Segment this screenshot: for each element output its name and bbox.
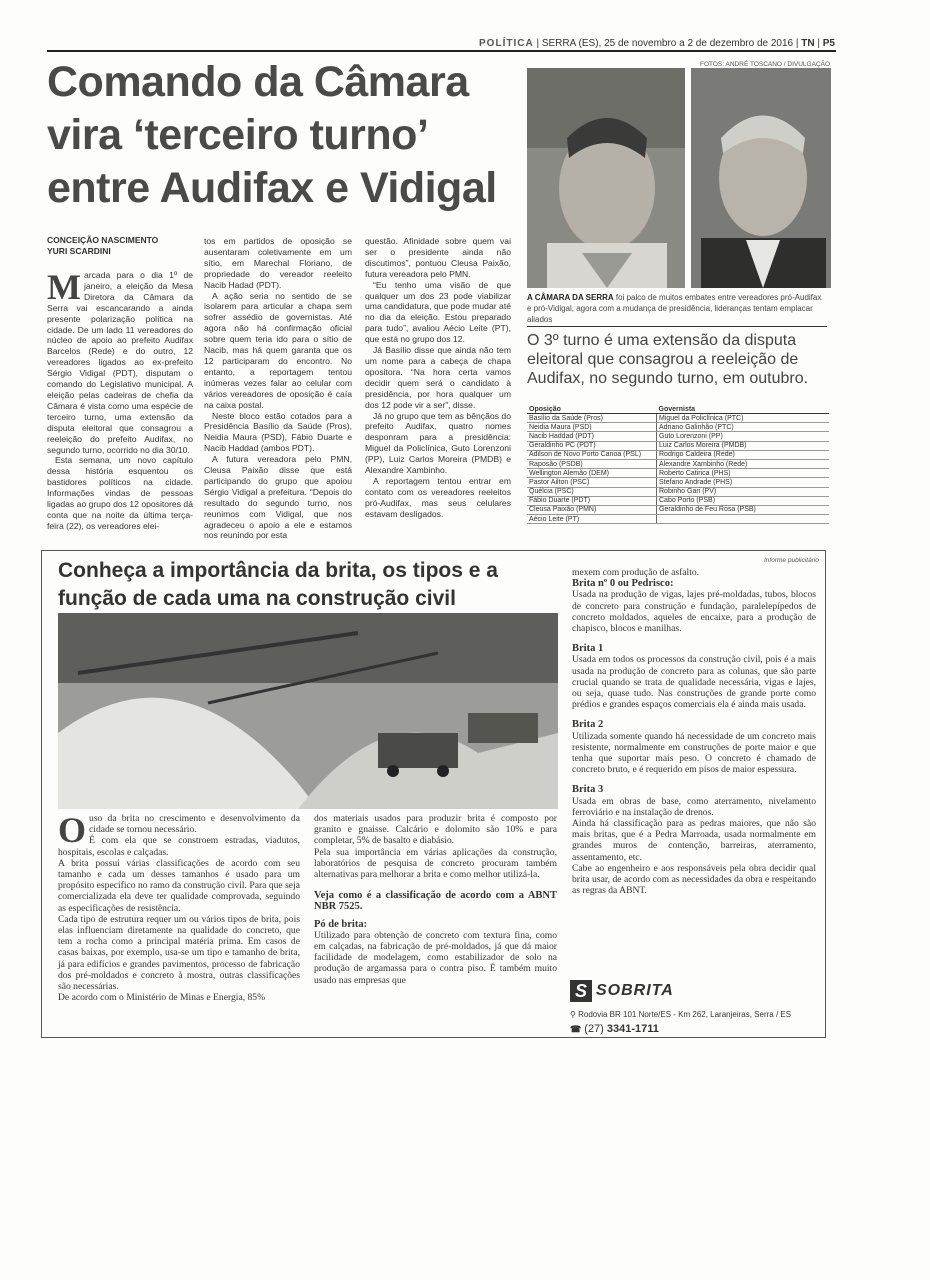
- paragraph: De acordo com o Ministério de Minas e Energia, 85%: [58, 992, 266, 1004]
- ad-column-1: [58, 810, 300, 1004]
- table-cell: Luiz Carlos Moreira (PMDB): [657, 441, 830, 450]
- paragraph: Ainda há classificação para as pedras maiores, que não são mais britas, que é a Pedra Marroada, usada normalmente em grandes muros de contenção, barreiras, aterramento, assentamento, etc.: [572, 818, 816, 863]
- table-row: [527, 496, 829, 505]
- paragraph: Já no grupo que tem as bênçãos do prefeito Audifax, quatro nomes desponram para a presidência: Miguel da Policlínica, Guto Lorenzoni (PP), Luiz Carlos Moreira (PMDB) e Alexandre Xambinho.: [365, 410, 511, 476]
- table-row: [527, 515, 829, 524]
- sobrita-name: SOBRITA: [596, 982, 674, 999]
- caption-lead: A CÂMARA DA SERRA: [527, 293, 614, 302]
- table-cell: Alexandre Xambinho (Rede): [657, 459, 830, 468]
- page-number: P5: [822, 38, 835, 49]
- sobrita-phone: [570, 1023, 659, 1035]
- photo-caption: [527, 292, 827, 325]
- table-cell: Raposão (PSDB): [527, 459, 657, 468]
- table-row: [527, 432, 829, 441]
- subheading: Veja como é a classificação de acordo com a ABNT NBR 7525.: [314, 890, 557, 913]
- phone-area: (27): [584, 1023, 604, 1035]
- pull-quote: O 3º turno é uma extensão da disputa eleitoral que consagrou a reeleição de Audifax, no segundo turno, em outubro.: [527, 332, 809, 387]
- ad-title: Conheça a importância da brita, os tipos e a função de cada uma na construção civil: [58, 559, 498, 610]
- table-cell: Pastor Ailton (PSC): [527, 478, 657, 487]
- table-row: [527, 487, 829, 496]
- table-row: [527, 469, 829, 478]
- table-cell: [657, 515, 830, 524]
- table-header-cell: Governista: [657, 405, 830, 414]
- paragraph: A futura vereadora pelo PMN, Cleusa Paixão disse que está participando do grupo que apoiou Sérgio Vidigal a prefeitura. “Depois do resultado do segundo turno, nos reunimos com Vidigal, que nos agradeceu o apoio a ele e estamos nos reunindo por esta: [204, 454, 352, 541]
- page-header: POLÍTICA | SERRA (ES), 25 de novembro a 2 de dezembro de 2016 | TN | P5: [479, 38, 835, 49]
- table-row: [527, 414, 829, 423]
- article-headline: Comando da Câmara vira ‘terceiro turno’ entre Audifax e Vidigal: [47, 58, 497, 212]
- table-cell: Rodrigo Caldeira (Rede): [657, 450, 830, 459]
- drop-cap: M: [47, 267, 81, 307]
- subheading: Brita nº 0 ou Pedrisco:: [572, 578, 674, 590]
- table-cell: Adilson de Novo Porto Canoa (PSL): [527, 450, 657, 459]
- photo-politician-left: [527, 68, 685, 288]
- byline-author-2: YURI SCARDINI: [47, 246, 111, 256]
- article-column-2: [204, 236, 352, 541]
- address-text: Rodovia BR 101 Norte/ES - Km 262, Laranjeiras, Serra / ES: [578, 1010, 792, 1019]
- paragraph: mexem com produção de asfalto.: [572, 567, 700, 578]
- paragraph: A ação seria no sentido de se isolarem para articular a chapa sem sofrer assédio de governistas. Até agora não há confirmação oficial sobre quem teria ido para o sítio de Nacib, mas há quem garanta que os 12 participaram do encontro. No entanto, a reportagem tentou inúmeras vezes falar ao celular com vários vereadores de oposição é caía na caixa postal.: [204, 290, 352, 410]
- paragraph: Pela sua importância em várias aplicações da construção, laboratórios de pesquisa de concreto procuram também alternativas para melhorar a brita e como melhor utilizá-la.: [314, 846, 557, 881]
- sobrita-logo: [570, 980, 674, 1002]
- paragraph: Já Basílio disse que ainda não tem um nome para a cabeça de chapa opositora. “Na hora certa vamos decidir quem será o candidato à presidência, por hora qualquer um dos 12 pode vir a ser”, disse.: [365, 345, 511, 410]
- paragraph: dos materiais usados para produzir brita é composto por granito e gnaisse. Calcário e dolomito são 10% e para completar, 5% de basalto e diabásio.: [314, 813, 557, 847]
- paragraph: Cada tipo de estrutura requer um ou vários tipos de brita, pois elas influenciam diretamente na qualidade do concreto, que tem a rocha como a principal matéria prima. Em casos de casas baixas, por exemplo, usa-se um tipo e tamanho de brita, já para edifícios e grandes pavimentos, processo de fabricação dos pré-moldados e concreto à mostra, outras classificações são necessárias.: [58, 913, 300, 993]
- table-cell: Basílio da Saúde (Pros): [527, 414, 657, 423]
- sobrita-address: [570, 1010, 791, 1019]
- header-rule: [47, 50, 836, 52]
- paragraph: Utilizado para obtenção de concreto com textura fina, como em calçadas, na fabricação de pré-moldados, já que dá maior facilidade de modelagem, como estabilizador de solo na produção de argamassa para o contra piso. É também muito usado nas empresas que: [314, 929, 557, 986]
- paragraph: É com ela que se constroem estradas, viadutos, hospitais, escolas e calçadas.: [58, 835, 300, 858]
- paper-name: TN: [801, 38, 815, 49]
- byline-author-1: CONCEIÇÃO NASCIMENTO: [47, 235, 159, 245]
- ad-column-2: [314, 813, 557, 986]
- article-column-3: [365, 236, 511, 520]
- table-cell: Fábio Duarte (PDT): [527, 496, 657, 505]
- byline: [47, 235, 158, 257]
- paragraph: Cabe ao engenheiro e aos responsáveis pela obra decidir qual brita usar, de acordo com as necessidades da obra e respeitando as regras da ABNT.: [572, 862, 816, 897]
- subheading: Brita 1: [572, 643, 604, 655]
- drop-cap: O: [58, 810, 87, 850]
- paragraph: Usada em todos os processos da construção civil, pois é a mais usada na produção de concreto para as colunas, que são parte crucial quando se trata de qualidade necessária, vigas e lajes, ou seja, quase tudo. Nas construções de grande porte como prédios e grandes espaços comerciais ela é ainda mais usada.: [572, 654, 816, 711]
- table-cell: Miguel da Policlínica (PTC): [657, 414, 830, 423]
- sobrita-s-icon: S: [570, 980, 592, 1002]
- paragraph: Neste bloco estão cotados para a Presidência Basílio da Saúde (Pros), Neidia Maura (PSD), Fábio Duarte e Nacib Haddad (ambos PDT).: [204, 410, 352, 454]
- subheading: Pó de brita:: [314, 918, 368, 930]
- table-cell: Cleusa Paixão (PMN): [527, 505, 657, 514]
- subheading: Brita 2: [572, 719, 604, 731]
- table-cell: Adriano Galinhão (PTC): [657, 423, 830, 432]
- paragraph: Utilizada somente quando há necessidade de um concreto mais resistente, normalmente em construções de porte maior e que tenha que suportar mais peso. O concreto é chamado de concreto bruto, e é requerido em pisos de maior espessura.: [572, 730, 816, 776]
- table-cell: Neidia Maura (PSD): [527, 423, 657, 432]
- table-cell: Quélcia (PSC): [527, 487, 657, 496]
- table-row: [527, 423, 829, 432]
- paragraph: questão. Afinidade sobre quem vai ser o presidente ainda não discutimos”, pontuou Cleusa Paixão, futura vereadora pelo PMN.: [365, 236, 511, 279]
- table-cell: Guto Lorenzoni (PP): [657, 432, 830, 441]
- location-date: SERRA (ES), 25 de novembro a 2 de dezembro de 2016: [541, 38, 794, 49]
- photo-credit: FOTOS: ANDRÉ TOSCANO / DIVULGAÇÃO: [700, 61, 831, 68]
- paragraph: “Eu tenho uma visão de que qualquer um dos 23 pode viabilizar uma candidatura, que pode mudar até no dia da eleição. Estou preparado para tudo”, avaliou Aécio Leite (PT), que está no grupo dos 12.: [365, 279, 511, 345]
- quarry-photo: [58, 613, 558, 809]
- table-cell: Stefano Andrade (PHS): [657, 478, 830, 487]
- article-column-1: [47, 267, 193, 532]
- location-pin-icon: ⚲: [570, 1010, 576, 1019]
- paragraph: A reportagem tentou entrar em contato com os vereadores reeleitos pró-Audifax, mas seus celulares estavam desligados.: [365, 475, 511, 519]
- table-cell: Geraldinho de Feu Rosa (PSB): [657, 505, 830, 514]
- caption-text: foi palco de muitos embates entre vereadores pró-Audifax e pró-Vidigal, agora com a mudança de presidência, lideranças tentam emplacar aliados: [527, 293, 822, 324]
- table-cell: Wellington Alemão (DEM): [527, 469, 657, 478]
- photo-politician-right: [691, 68, 831, 288]
- table-cell: Aécio Leite (PT): [527, 515, 657, 524]
- phone-icon: ☎: [570, 1024, 582, 1034]
- table-cell: Nacib Haddad (PDT): [527, 432, 657, 441]
- ad-column-3: [572, 567, 816, 896]
- table-cell: Robinho Gari (PV): [657, 487, 830, 496]
- ad-label: Informe publicitário: [764, 557, 819, 564]
- table-header-cell: Oposição: [527, 405, 657, 414]
- pull-quote-rule: [527, 326, 827, 327]
- paragraph: Usada na produção de vigas, lajes pré-moldadas, tubos, blocos de concreto para construção e fundação, paralelepípedos de concreto moldados, aqueles de encaixe, para a produção de chapisco, blocos e manilhas.: [572, 589, 816, 635]
- paragraph: uso da brita no crescimento e desenvolvimento da cidade se tornou necessário.: [89, 813, 300, 836]
- table-header-row: [527, 405, 829, 414]
- paragraph: A brita possui várias classificações de acordo com seu tamanho e cada um desses tamanhos é usado para um propósito específico no ramo da construção civil. Para que seja comercializada ela deve ter qualidade comprovada, seguindo as especificações de resistência.: [58, 857, 300, 914]
- phone-number: 3341-1711: [606, 1023, 659, 1035]
- table-row: [527, 505, 829, 514]
- paragraph: arcada para o dia 1º de janeiro, a eleição da Mesa Diretora da Câmara da Serra vai escancarando a ainda presente polarização política na cidade. De um lado 11 vereadores do núcleo de apoio ao prefeito Audifax Barcelos (Rede) e do outro, 12 vereadores ligados ao ex-prefeito Sérgio Vidigal (PDT), disputam o comando do Legislativo municipal. A eleição pelas cadeiras de chefia da Câmara é vista como uma espécie de terceiro turno, uma extensão da disputa eleitoral que consagrou a reeleição do prefeito Audifax, no segundo turno, ocorrido no dia 30/10.: [47, 270, 193, 455]
- table-row: [527, 450, 829, 459]
- table-row: [527, 478, 829, 487]
- paragraph: Esta semana, um novo capítulo dessa história esquentou os bastidores políticos na cidade. Informações vindas de pessoas ligadas ao grupo dos 12 opositores dá conta que na noite da última terça-feira (22), os vereadores elei-: [47, 455, 193, 531]
- paragraph: tos em partidos de oposição se ausentaram coletivamente em um sítio, em Marechal Floriano, de propriedade do vereador reeleito Nacib Hadad (PDT).: [204, 236, 352, 290]
- table-cell: Roberto Catirica (PHS): [657, 469, 830, 478]
- table-cell: Cabo Porto (PSB): [657, 496, 830, 505]
- paragraph: Usada em obras de base, como aterramento, nivelamento ferroviário e na instalação de drenos.: [572, 795, 816, 818]
- section-name: POLÍTICA: [479, 38, 534, 49]
- table-cell: Geraldinho PC (PDT): [527, 441, 657, 450]
- council-table: [527, 405, 829, 524]
- table-row: [527, 459, 829, 468]
- table-row: [527, 441, 829, 450]
- subheading: Brita 3: [572, 784, 604, 796]
